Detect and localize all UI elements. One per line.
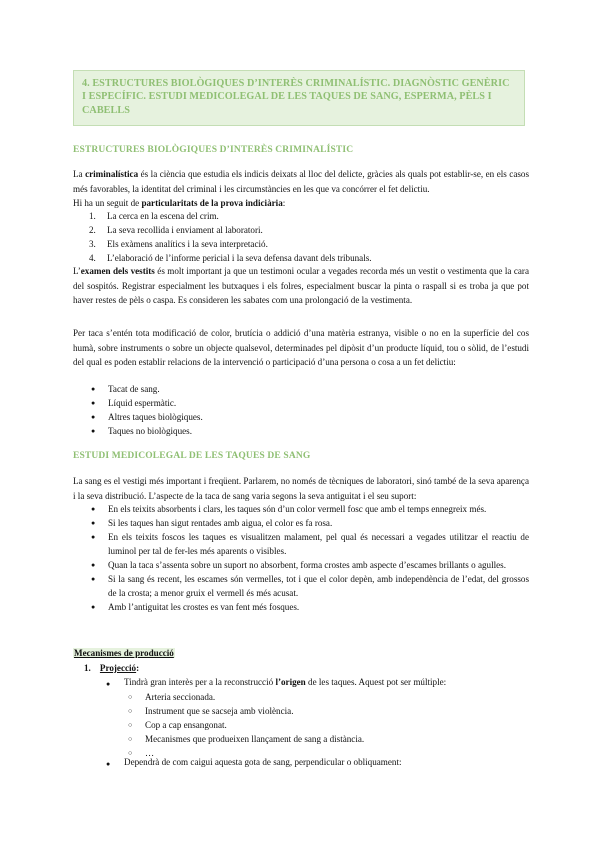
circle-bullet-icon: ○: [128, 720, 133, 729]
bullet-icon: ●: [91, 385, 96, 393]
list-item: 2. La seva recollida i enviament al laboratori.: [89, 225, 263, 236]
circle-bullet-icon: ○: [128, 693, 133, 701]
section-heading-blood-stains: ESTUDI MEDICOLEGAL DE LES TAQUES DE SANG: [73, 451, 311, 461]
list-item: 3. Els exàmens analítics i la seva interpretació.: [89, 239, 268, 250]
circle-bullet-icon: ○: [128, 734, 133, 743]
term-clothing-exam: examen dels vestits: [80, 266, 155, 276]
chapter-title: 4. ESTRUCTURES BIOLÒGIQUES D’INTERÈS CRIMINALÍSTIC. DIAGNÒSTIC GENÈRIC I ESPECÍFIC. ESTUDI MEDICOLEGAL DE LES TAQUES DE SANG, ESPERMA, PÈLS I CABELLS: [82, 78, 510, 116]
list-item: 4. L’elaboració de l’informe pericial i la seva defensa davant dels tribunals.: [89, 253, 372, 264]
bullet-icon: ●: [106, 760, 111, 768]
section-heading-structures: ESTRUCTURES BIOLÒGIQUES D’INTERÈS CRIMINALÍSTIC: [73, 145, 354, 155]
bullet-icon: ●: [91, 561, 96, 569]
list-item: ● En els teixits foscos les taques es visualitzen malament, pel qual és necessari a vegades utilitzar el reactiu de luminol per tal de fer-les més aparents o visibles.: [91, 532, 529, 556]
paragraph-stain-definition: Per taca s’entén tota modificació de color, brutícia o addició d’una matèria estranya, visible o no en la superfície del cos humà, sobre instruments o sobre un objecte qualsevol, determinades pel dipòsit d’un producte líquid, tou o sòlid, de l’estudi del qual es poden establir relacions de la intervenció o participació d’una persona o cosa a un fet delictiu:: [73, 328, 529, 368]
bullet-icon: ●: [91, 575, 96, 583]
list-item: ● Taques no biològiques.: [91, 426, 192, 436]
drop-fall-line: Dependrà de com caigui aquesta gota de sang, perpendicular o obliquament:: [124, 757, 402, 767]
projection-origin-line: Tindrà gran interès per a la reconstrucció l’origen de les taques. Aquest pot ser múltiple:: [124, 677, 447, 687]
list-item: ● En els teixits absorbents i clars, les taques són d’un color vermell fosc que amb el temps ennegreix més.: [91, 504, 487, 514]
mechanisms-heading: Mecanismes de producció: [74, 648, 174, 658]
circle-bullet-icon: ○: [128, 706, 133, 715]
blood-appearance-list: [73, 502, 529, 614]
paragraph-blood-intro: La sang es el vestigi més important i freqüent. Parlarem, no només de tècniques de laboratori, sinó també de la seva aparença i la seva distribució. L’aspecte de la taca de sang varia segons la seva antiguitat i el seu suport:: [73, 476, 529, 501]
origins-list: [128, 691, 364, 761]
list-item: ● Amb l’antiguitat les crostes es van fent més fosques.: [91, 602, 300, 612]
term-criminalistics: criminalística: [85, 169, 139, 179]
list-item: ● Altres taques biològiques.: [91, 412, 203, 422]
bullet-icon: ●: [91, 427, 96, 435]
bullet-icon: ●: [91, 505, 96, 513]
paragraph-criminalistics: La criminalística és la ciència que estudia els indicis deixats al lloc del delicte, gràcies als quals pot establir-se, en els casos més favorables, la identitat del criminal i les circumstàncies en les que va concórrer el fet delictiu. Hi ha un seguit de particularitats de la prova indiciària:: [73, 169, 529, 209]
circle-bullet-icon: ○: [128, 748, 133, 757]
list-item: ○ …: [128, 747, 364, 761]
list-item: ● Si les taques han sigut rentades amb aigua, el color es fa rosa.: [91, 518, 333, 528]
paragraph-clothing-exam: L’examen dels vestits és molt important ja que un testimoni ocular a vegades recorda més un vestit o vestimenta que la cara del sospitós. Registrar especialment les butxaques i els folres, especialment buscar la pinta o raspall si es troba ja que pot haver restes de pèls o caspa. Es consideren les sabates com una prolongació de la vestimenta.: [73, 266, 529, 306]
evidence-steps-list: [73, 209, 529, 265]
list-item: ● Tacat de sang.: [91, 384, 160, 394]
bullet-icon: ●: [91, 519, 96, 527]
chapter-title-box: [73, 70, 525, 126]
list-item: ○ Instrument que se sacseja amb violència.: [128, 705, 364, 719]
term-origin: l’origen: [275, 677, 306, 687]
bullet-icon: ●: [91, 399, 96, 407]
list-item: ● Si la sang és recent, les escames són vermelles, tot i que el color depèn, amb independència de l’edat, del grossos de la crosta; a menor gruix el vermell és més acusat.: [91, 574, 529, 598]
list-item: ● Quan la taca s’assenta sobre un suport no absorbent, forma crostes amb aspecte d’escames brillants o agulles.: [91, 560, 506, 570]
list-item: 1. La cerca en la escena del crim.: [89, 211, 219, 221]
projection-item: 1. Projecció:: [84, 663, 140, 673]
bullet-icon: ●: [91, 533, 96, 541]
list-item: ● Líquid espermàtic.: [91, 398, 177, 408]
list-item: ○ Mecanismes que produeixen llançament de sang a distància.: [128, 733, 364, 747]
term-evidence-particularities: particularitats de la prova indiciària: [141, 198, 283, 209]
bullet-icon: ●: [91, 413, 96, 421]
bullet-icon: ●: [91, 603, 96, 611]
list-item: ○ Arteria seccionada.: [128, 691, 364, 705]
stain-types-list: [73, 382, 529, 438]
projection-label: Projecció: [99, 663, 137, 673]
list-item: ○ Cop a cap ensangonat.: [128, 719, 364, 733]
bullet-icon: ●: [106, 680, 111, 688]
